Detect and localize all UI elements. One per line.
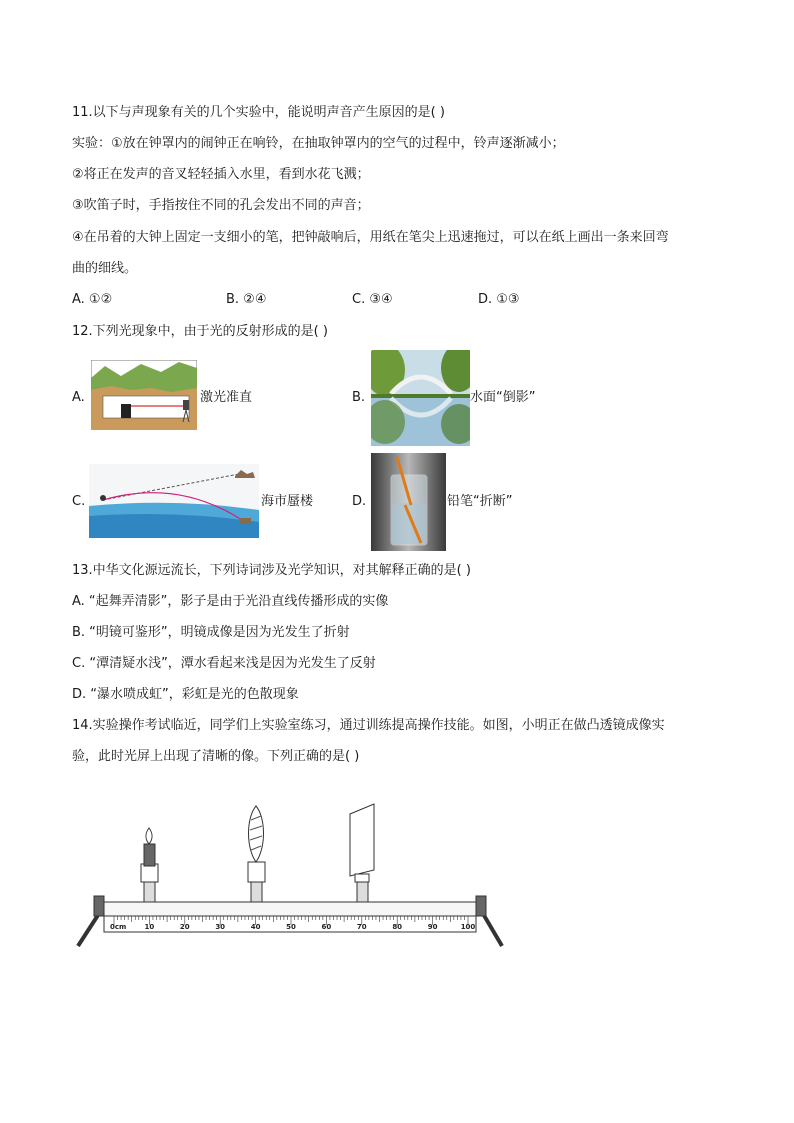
candle	[141, 828, 158, 902]
q11-option-c: C. ③④	[352, 292, 393, 307]
mirage-image	[89, 464, 259, 538]
q12-option-c-letter: C.	[72, 494, 86, 509]
q11-stem: 11.以下与声现象有关的几个实验中，能说明声音产生原因的是( )	[72, 105, 445, 120]
q11-line-1: 实验：①放在钟罩内的闹钟正在响铃，在抽取钟罩内的空气的过程中，铃声逐渐减小；	[72, 136, 565, 151]
q13-option-d: D. “瀑水喷成虹”，彩虹是光的色散现象	[72, 687, 299, 702]
optical-bench-figure	[74, 800, 506, 950]
q12-option-d-letter: D.	[352, 494, 367, 509]
ruler-label: 10	[144, 923, 155, 931]
q13-option-c: C. “潭清疑水浅”，潭水看起来浅是因为光发生了反射	[72, 656, 376, 671]
q11-option-a: A. ①②	[72, 292, 113, 307]
light-screen	[350, 804, 374, 902]
ruler-label: 70	[356, 923, 367, 931]
q12-option-a-letter: A.	[72, 390, 85, 405]
q11-line-5: 曲的细线。	[72, 261, 138, 276]
water-reflection-bridge-image	[371, 350, 470, 446]
q11-line-3: ③吹笛子时，手指按住不同的孔会发出不同的声音；	[72, 198, 370, 213]
q11-line-2: ②将正在发声的音叉轻轻插入水里，看到水花飞溅；	[72, 167, 370, 182]
bent-pencil-image	[371, 453, 446, 551]
q13-stem: 13.中华文化源远流长，下列诗词涉及光学知识，对其解释正确的是( )	[72, 563, 471, 578]
q12-option-c-caption: 海市蜃楼	[261, 494, 314, 509]
q13-option-a: A. “起舞弄清影”，影子是由于光沿直线传播形成的实像	[72, 594, 389, 609]
q14-stem-line-1: 14.实验操作考试临近，同学们上实验室练习，通过训练提高操作技能。如图，小明正在做凸透镜成像实	[72, 718, 665, 733]
convex-lens	[248, 806, 265, 902]
q11-line-4: ④在吊着的大钟上固定一支细小的笔，把钟敲响后，用纸在笔尖上迅速拖过，可以在纸上画出一条来回弯	[72, 230, 669, 245]
q13-option-b: B. “明镜可鉴形”，明镜成像是因为光发生了折射	[72, 625, 350, 640]
ruler-label: 30	[215, 923, 226, 931]
q11-option-b: B. ②④	[226, 292, 267, 307]
q12-option-d-caption: 铅笔“折断”	[447, 494, 513, 509]
q11-option-d: D. ①③	[478, 292, 520, 307]
q12-option-a-caption: 激光准直	[200, 390, 253, 405]
q14-stem-line-2: 验，此时光屏上出现了清晰的像。下列正确的是( )	[72, 749, 360, 764]
q12-stem: 12.下列光现象中，由于光的反射形成的是( )	[72, 324, 328, 339]
ruler-label: 80	[392, 923, 403, 931]
laser-alignment-image	[91, 360, 197, 430]
ruler-label: 100	[460, 923, 476, 931]
ruler-label: 90	[427, 923, 438, 931]
q12-option-b-letter: B.	[352, 390, 366, 405]
ruler-label: 60	[321, 923, 332, 931]
ruler-label: 40	[250, 923, 261, 931]
ruler-label: 0cm	[110, 923, 127, 931]
q12-option-b-caption: 水面“倒影”	[470, 390, 536, 405]
ruler-label: 20	[179, 923, 190, 931]
ruler-label: 50	[286, 923, 296, 931]
